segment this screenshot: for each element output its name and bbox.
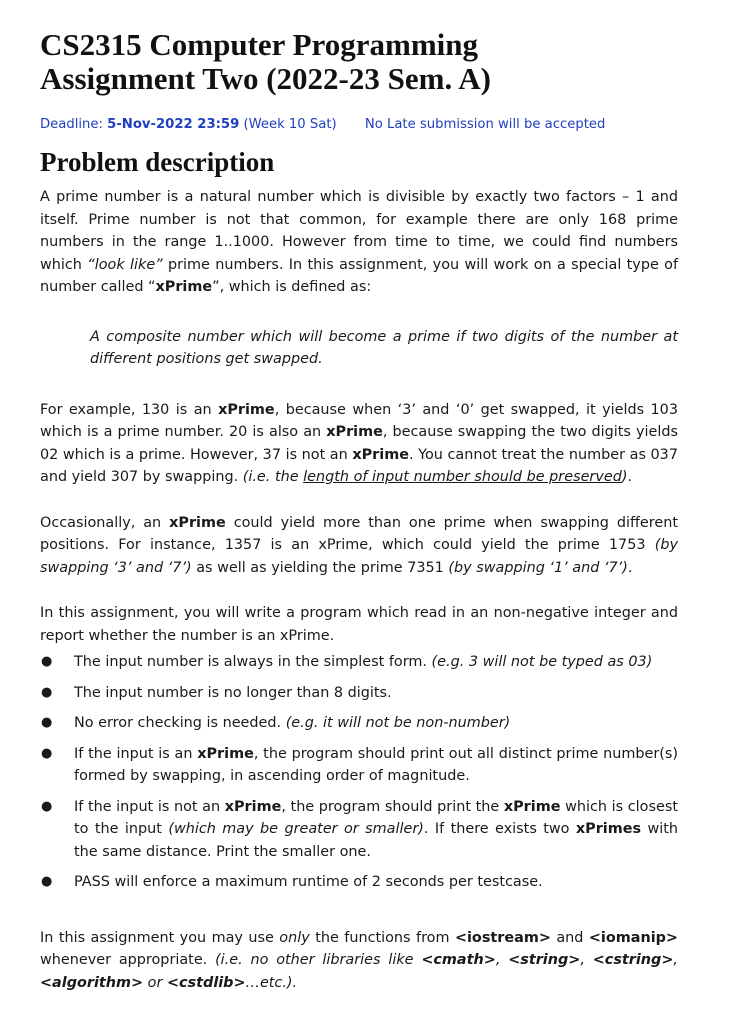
library-name: <cstring> [592,952,674,968]
page-title [40,28,678,96]
deadline-line [40,116,678,134]
text: No error checking is needed. [74,715,286,731]
term-xprime: xPrime [326,424,383,440]
emphasis: or [143,974,167,991]
text: PASS will enforce a maximum runtime of 2 seconds per testcase. [74,874,543,890]
text: the functions from [309,929,455,946]
term-xprime: xPrime [218,401,275,418]
definition-block: A composite number which will become a prime if two digits of the number at different positions get swapped. [90,328,678,367]
example-paragraph [40,399,678,489]
emphasis: (by swapping ‘1’ and ‘7’) [448,559,628,576]
document-page [40,28,678,994]
emphasis: (i.e. the [242,469,304,485]
text: For example, 130 is an [40,401,219,418]
text: and [550,929,589,946]
emphasis: …etc.). [245,974,298,991]
text: which is closest to the input [74,798,678,837]
text: The input number is always in the simplest form. [74,654,432,670]
text: , the program should print the [281,798,504,815]
term-xprime: xPrime [503,798,561,815]
text: whenever appropriate. [40,952,216,968]
library-name: <iomanip> [588,929,678,946]
text: . You cannot treat the number as 037 and yield 307 by swapping. [40,446,678,485]
requirements-list [40,651,678,894]
emphasis: (i.e. no other libraries like [215,952,422,968]
deadline-week: (Week 10 Sat) [239,117,337,132]
emphasis: only [279,929,310,946]
bullet-icon: ● [41,715,53,730]
deadline-label: Deadline: [40,117,108,132]
bullet-icon: ● [41,684,53,700]
list-item [40,651,678,674]
text: , because when ‘3’ and ‘0’ get swapped, it yields 103 which is a prime number. 20 is also an [40,401,678,440]
title-line-2: Assignment Two (2022-23 Sem. A) [40,61,491,96]
library-name: <iostream> [454,929,551,946]
text: The input number is no longer than 8 digits. [74,684,392,701]
task-paragraph: In this assignment, you will write a program which read in an non-negative integer and report whether the number is an xPrime. [40,605,678,644]
late-submission-notice: No Late submission will be accepted [364,117,606,132]
text: . If there exists two [423,821,576,837]
underlined-note: length of input number should be preserved [303,469,622,485]
bullet-icon: ● [41,798,53,814]
text: could yield more than one prime when swapping different positions. For instance, 1357 is an xPrime, which could yield the prime 1753 [40,514,678,553]
library-name: <algorithm> [40,974,144,991]
title-line-1: CS2315 Computer Programming [40,27,478,62]
emphasis: , [495,952,509,968]
bullet-icon: ● [41,654,53,669]
emphasis: (e.g. 3 will not be typed as 03) [431,654,653,670]
emphasis: ) [621,469,628,485]
library-restriction-paragraph [40,927,678,995]
list-item [40,682,678,705]
term-xprime: xPrime [169,514,226,531]
text: If the input is an [74,745,198,762]
list-item [40,871,678,894]
library-name: <cstdlib> [166,974,246,991]
text: prime numbers. In this assignment, you will work on a special type of number called “ [40,256,679,295]
text: . [627,469,633,485]
list-item [40,796,678,864]
text: , because swapping the two digits yields 02 which is a prime. However, 37 is not an [40,424,678,463]
term-xprimes: xPrimes [575,821,642,837]
library-name: <cmath> [421,952,496,968]
text: In this assignment you may use [40,929,280,946]
library-name: <string> [508,952,581,968]
text: as well as yielding the prime 7351 [191,559,449,576]
term-xprime: xPrime [197,745,254,762]
list-item [40,712,678,735]
bullet-icon: ● [41,874,53,889]
text: with the same distance. Print the smaller one. [74,821,678,860]
term-xprime: xPrime [352,446,409,463]
emphasis: (e.g. it will not be non-number) [285,715,511,731]
bullet-icon: ● [41,745,53,761]
list-item [40,743,678,788]
text: ”, which is defined as: [212,279,372,295]
text: A prime number is a natural number which is divisible by exactly two factors – 1 and itself. Prime number is not that common, for example there are only 168 prime numbers in the range 1..1000. However from time to time, we could find numbers which [40,189,678,273]
term-xprime: xPrime [224,798,282,815]
multi-prime-paragraph [40,512,678,580]
text: , the program should print out all distinct prime number(s) formed by swapping, in ascending order of magnitude. [74,745,678,784]
term-xprime: xPrime [155,279,213,295]
text: . [627,559,633,576]
emphasis: (which may be greater or smaller) [168,821,424,837]
emphasis: “look like” [87,256,163,273]
intro-paragraph [40,186,678,299]
text: Occasionally, an [40,514,170,531]
section-heading: Problem description [40,147,275,177]
emphasis: (by swapping ‘3’ and ‘7’) [40,537,678,576]
deadline-date: 5-Nov-2022 23:59 [107,117,240,132]
emphasis: , [673,952,678,968]
emphasis: , [580,952,593,968]
text: If the input is not an [74,798,225,815]
